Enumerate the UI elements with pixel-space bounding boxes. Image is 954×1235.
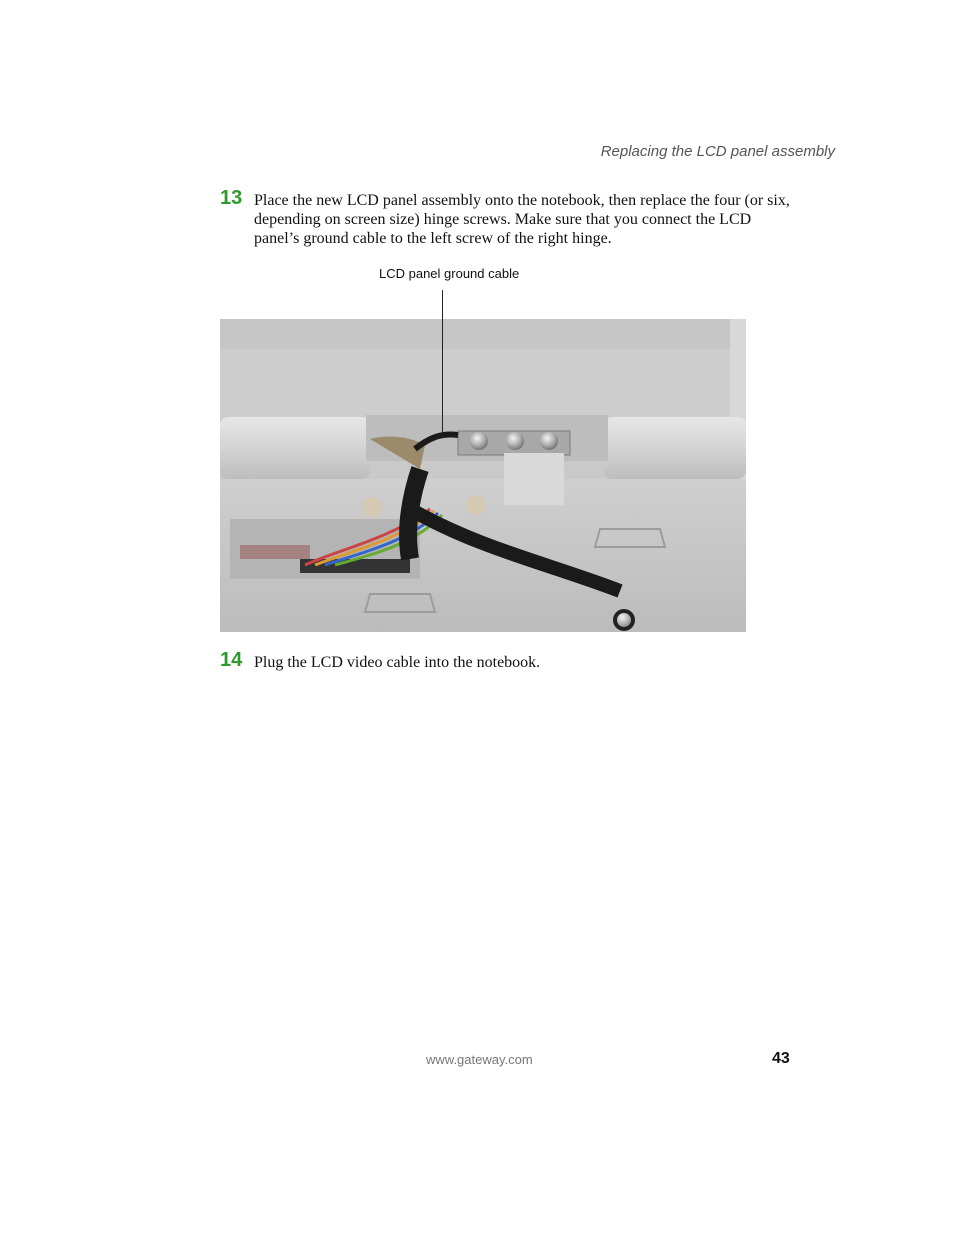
callout-leader-line — [442, 290, 443, 438]
hinge-photo — [220, 319, 746, 632]
page-number: 43 — [772, 1050, 790, 1067]
step-text: Place the new LCD panel assembly onto the notebook, then replace the four (or six, depending on screen size) hinge screws. Make sure that you connect the LCD panel’s ground cable to the left screw of the right hinge. — [254, 192, 790, 247]
callout-label: LCD panel ground cable — [379, 266, 520, 281]
step-number: 13 — [220, 187, 243, 209]
running-head: Replacing the LCD panel assembly — [600, 143, 835, 160]
step-text: Plug the LCD video cable into the notebook. — [254, 654, 541, 671]
footer-url: www.gateway.com — [426, 1052, 533, 1067]
step-number: 14 — [220, 649, 243, 671]
